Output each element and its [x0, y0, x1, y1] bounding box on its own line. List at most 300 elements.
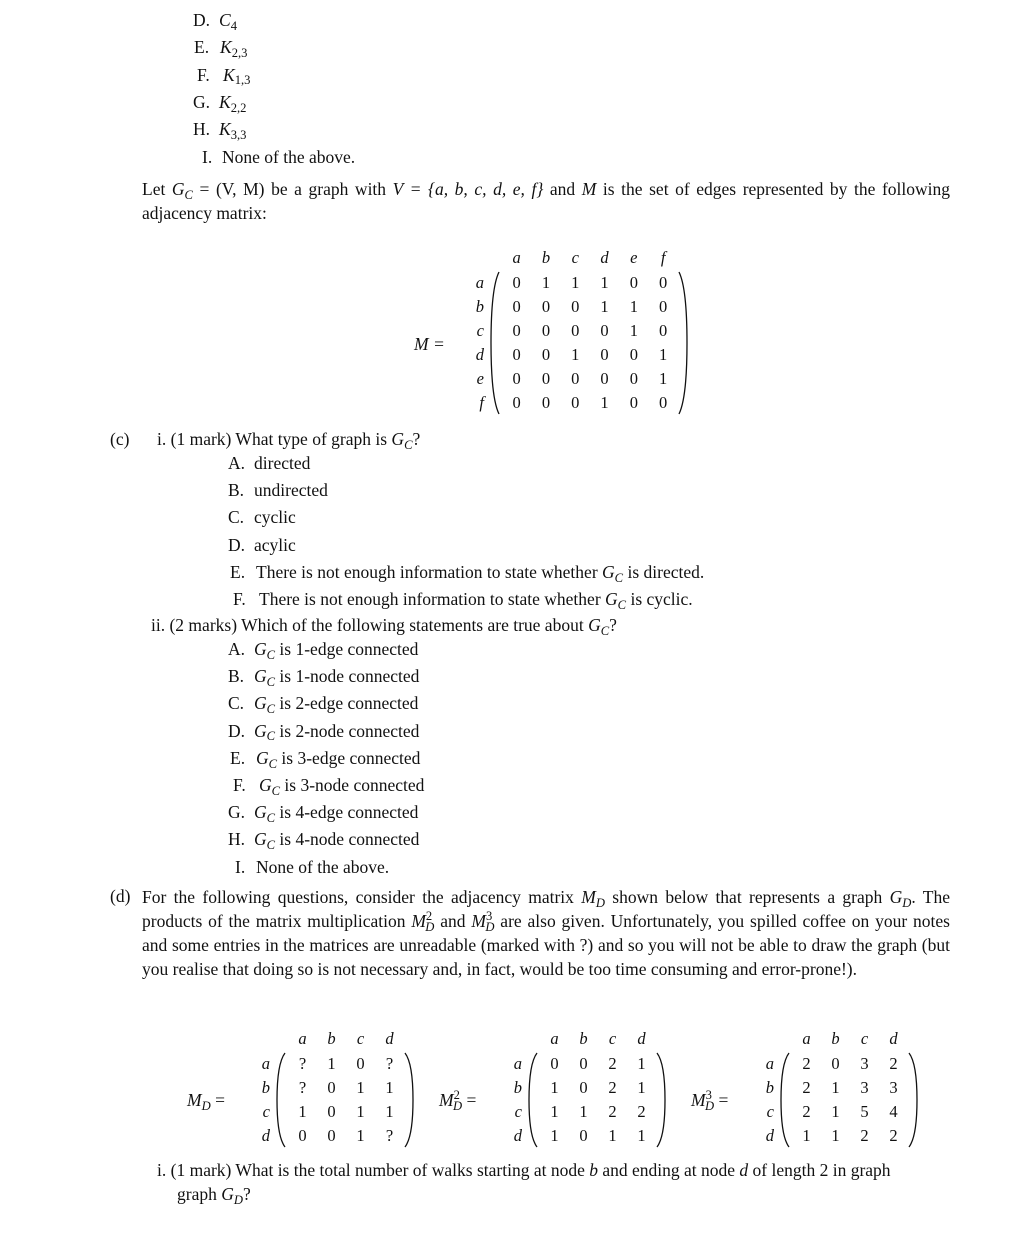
matrix-row	[500, 1124, 668, 1148]
graph-name: G	[254, 693, 267, 714]
matrix-header-row	[462, 245, 690, 271]
matrix-cell: 0	[327, 1078, 336, 1097]
matrix-cell: 2	[802, 1102, 811, 1121]
column-label: f	[660, 248, 666, 267]
paragraph-text: and	[434, 911, 472, 931]
matrix-subscript: D	[485, 919, 495, 934]
answer-option	[202, 149, 355, 167]
option-text: There is not enough information to state whether	[259, 589, 606, 609]
matrix-cell: 0	[600, 345, 609, 364]
column-label: c	[571, 248, 579, 267]
right-paren	[678, 271, 688, 415]
question-text: graph	[177, 1184, 222, 1204]
graph-subscript: C	[617, 597, 627, 612]
question-c-ii: ii. (2 marks) Which of the following statements are true about $G_C$?	[151, 615, 617, 638]
row-label: b	[513, 1078, 522, 1097]
matrix-cell: 0	[600, 321, 609, 340]
answer-option	[228, 693, 419, 717]
graph-name: G	[889, 887, 903, 907]
question-number: ii.	[151, 615, 166, 635]
left-paren	[780, 1052, 790, 1148]
matrix-row	[752, 1076, 920, 1100]
option-text: cyclic	[254, 507, 296, 528]
matrix-cell: 0	[571, 369, 580, 388]
graph-subscript: C	[404, 437, 413, 452]
matrix-superscript: 3	[485, 909, 493, 924]
matrix-superscript: 2	[453, 1088, 460, 1103]
option-letter: C.	[228, 507, 245, 528]
matrix-symbol: M	[691, 1090, 706, 1110]
matrix-cell: 1	[356, 1078, 365, 1097]
matrix-label	[187, 1090, 225, 1113]
matrix-cell: 1	[385, 1078, 394, 1097]
question-number: i.	[157, 1160, 167, 1180]
graph-subscript: 4	[230, 18, 237, 33]
graph-subscript: C	[184, 187, 193, 202]
matrix-row	[752, 1052, 920, 1076]
adjacency-matrix-m	[462, 245, 690, 415]
paren-spacer	[780, 1026, 792, 1052]
option-letter: G.	[193, 91, 211, 112]
graph-name: G	[605, 589, 618, 609]
answer-option	[194, 37, 248, 61]
row-label: a	[765, 1054, 774, 1073]
option-text: is 1-edge connected	[275, 639, 419, 659]
option-text: is 4-node connected	[275, 829, 420, 850]
left-paren-cell	[780, 1052, 792, 1148]
question-text: (1 mark) What is the total number of walks starting at node	[170, 1160, 590, 1180]
column-label: d	[889, 1029, 898, 1048]
matrix-cell: 0	[512, 273, 521, 292]
right-paren-cell	[656, 1052, 668, 1148]
matrix-cell: 0	[541, 297, 551, 316]
graph-subscript: 3,3	[230, 127, 247, 142]
matrix-cell: 1	[550, 1126, 559, 1145]
matrix-cell: 0	[327, 1126, 336, 1145]
matrix-cell: 2	[608, 1054, 617, 1073]
answer-option	[235, 859, 389, 877]
equals-sign: =	[714, 1090, 729, 1110]
matrix-cell: 0	[579, 1126, 588, 1145]
column-label: b	[327, 1029, 336, 1048]
matrix-symbol: M	[471, 911, 486, 931]
matrix-cell: ?	[385, 1054, 394, 1073]
matrix-cell: 0	[512, 369, 521, 388]
option-text: is 2-edge connected	[275, 693, 419, 714]
matrix-cell: 0	[629, 393, 638, 412]
matrix-header-row	[752, 1026, 920, 1052]
matrix-cell: 0	[659, 273, 668, 292]
matrix-cell: 1	[831, 1078, 840, 1097]
right-paren	[908, 1052, 918, 1148]
matrix-cell: 1	[608, 1126, 617, 1145]
left-paren	[490, 271, 500, 415]
right-paren	[404, 1052, 414, 1148]
answer-option	[228, 666, 420, 689]
row-label: d	[261, 1126, 270, 1145]
matrix-cell: 0	[629, 273, 638, 292]
option-letter: I.	[235, 857, 246, 877]
adjacency-matrix-3	[752, 1026, 920, 1148]
matrix-cell: 0	[356, 1054, 365, 1073]
matrix-row	[752, 1124, 920, 1148]
matrix-table	[462, 245, 690, 415]
row-label: c	[262, 1102, 270, 1121]
adjacency-matrix-1	[248, 1026, 416, 1148]
column-label: c	[860, 1029, 869, 1048]
graph-name: G	[171, 179, 185, 199]
matrix-cell: 1	[637, 1078, 646, 1097]
graph-name: G	[254, 666, 267, 687]
matrix-cell: 2	[608, 1078, 617, 1097]
matrix-symbol: M	[411, 911, 426, 931]
matrix-row	[500, 1052, 668, 1076]
matrix-superscript: 3	[705, 1088, 712, 1103]
option-letter: E.	[230, 747, 246, 768]
paren-spacer	[490, 245, 502, 271]
matrix-subscript: D	[201, 1098, 211, 1113]
right-paren	[656, 1052, 666, 1148]
option-letter: F.	[233, 775, 246, 795]
matrix-cell: 1	[550, 1078, 559, 1097]
paragraph-text: For the following questions, consider the adjacency matrix	[142, 887, 582, 907]
matrix-cell: 1	[637, 1054, 646, 1073]
matrix-cell: 1	[659, 369, 668, 388]
graph-subscript: C	[266, 674, 276, 689]
question-text: ?	[242, 1184, 251, 1204]
graph-subscript: D	[902, 895, 912, 910]
question-text: of length 2 in graph	[748, 1160, 891, 1180]
graph-subscript: C	[268, 756, 278, 771]
matrix-cell: 0	[512, 321, 521, 340]
option-text: is 1-node connected	[275, 666, 420, 687]
answer-option	[228, 482, 328, 500]
matrix-cell: 0	[659, 321, 668, 340]
graph-symbol: K	[223, 64, 235, 85]
answer-option	[228, 720, 420, 744]
matrix-cell: 1	[600, 393, 609, 412]
matrix-cell: 1	[356, 1126, 365, 1145]
matrix-cell: 1	[571, 273, 580, 292]
row-label: b	[261, 1078, 270, 1097]
matrix-subscript: D	[704, 1098, 715, 1113]
matrix-cell: 0	[659, 297, 668, 316]
matrix-subscript: D	[425, 919, 435, 934]
option-text: is 4-edge connected	[275, 802, 419, 823]
left-paren-cell	[490, 271, 502, 415]
column-label: b	[831, 1029, 840, 1048]
matrix-cell: 2	[860, 1126, 869, 1145]
left-paren-cell	[276, 1052, 288, 1148]
matrix-cell: 2	[802, 1054, 811, 1073]
part-d-label: (d)	[110, 886, 131, 906]
equals-sign: =	[210, 1090, 225, 1110]
matrix-cell: 1	[571, 345, 580, 364]
matrix-row	[462, 271, 690, 295]
option-text: None of the above.	[256, 857, 390, 877]
right-paren-cell	[678, 271, 690, 415]
graph-subscript: C	[266, 702, 276, 717]
intro-text: and	[543, 179, 582, 199]
graph-subscript: C	[600, 623, 610, 638]
matrix-row	[248, 1124, 416, 1148]
matrix-table	[500, 1026, 668, 1148]
graph-symbol: K	[219, 91, 231, 112]
part-c-label: (c)	[110, 429, 130, 449]
option-text: acylic	[254, 534, 296, 555]
matrix-cell: 1	[802, 1126, 811, 1145]
matrix-label	[691, 1088, 729, 1113]
question-number: i.	[157, 429, 167, 449]
matrix-cell: 2	[889, 1126, 898, 1145]
graph-subscript: C	[266, 810, 276, 825]
corner-cell	[248, 1026, 276, 1052]
row-label: d	[513, 1126, 522, 1145]
graph-name: G	[221, 1184, 234, 1204]
adjacency-matrix-2	[500, 1026, 668, 1148]
graph-name: G	[602, 561, 615, 582]
column-label: a	[802, 1029, 811, 1048]
row-label: c	[514, 1102, 522, 1121]
matrix-symbol: M	[439, 1090, 454, 1110]
matrix-header-row	[500, 1026, 668, 1052]
option-letter: C.	[228, 693, 245, 714]
option-letter: G.	[228, 802, 246, 823]
column-label: a	[298, 1029, 307, 1048]
option-letter: E.	[194, 37, 210, 58]
graph-symbol: K	[220, 37, 232, 58]
graph-subscript: 2,3	[231, 46, 248, 61]
matrix-row	[500, 1076, 668, 1100]
answer-option	[233, 775, 425, 798]
matrix-cell: 4	[889, 1102, 898, 1121]
graph-name: G	[254, 802, 267, 823]
part-d-paragraph	[142, 885, 950, 981]
row-label: a	[261, 1054, 270, 1073]
matrix-table	[752, 1026, 920, 1148]
option-letter: H.	[228, 829, 246, 850]
matrix-cell: 0	[571, 297, 580, 316]
graph-symbol: K	[219, 119, 231, 140]
option-text: is directed.	[623, 561, 705, 582]
matrix-cell: 1	[659, 345, 668, 364]
matrix-cell: 0	[579, 1078, 588, 1097]
answer-option	[228, 639, 419, 662]
matrix-cell: 0	[659, 393, 668, 412]
graph-subscript: C	[266, 729, 276, 744]
answer-option	[233, 589, 693, 612]
matrix-cell: 0	[298, 1126, 307, 1145]
question-d-i	[157, 1158, 950, 1206]
matrix-cell: 3	[860, 1054, 869, 1073]
answer-option	[193, 10, 237, 33]
matrix-cell: 1	[629, 321, 638, 340]
answer-option	[193, 91, 247, 115]
matrix-label-text: M =	[414, 334, 445, 354]
right-paren-cell	[908, 1052, 920, 1148]
graph-subscript: C	[266, 838, 276, 853]
matrix-cell: 0	[600, 369, 609, 388]
paren-spacer	[528, 1026, 540, 1052]
matrix-symbol: M	[581, 887, 596, 907]
matrix-cell: 0	[541, 393, 551, 412]
option-letter: F.	[233, 589, 246, 609]
matrix-cell: 1	[600, 273, 609, 292]
option-text: is 2-node connected	[275, 720, 420, 741]
matrix-cell: 1	[327, 1054, 336, 1073]
graph-name: G	[256, 747, 269, 768]
vertex-set: = {a, b, c, d, e, f}	[403, 179, 544, 199]
matrix-cell: 3	[889, 1078, 898, 1097]
graph-symbol: C	[219, 10, 231, 30]
matrix-subscript: D	[595, 895, 605, 910]
option-letter: B.	[228, 666, 245, 687]
corner-cell	[500, 1026, 528, 1052]
option-letter: D.	[228, 534, 246, 555]
matrix-cell: 2	[802, 1078, 811, 1097]
vertex-set-symbol: V	[392, 179, 403, 199]
matrix-cell: 0	[541, 345, 551, 364]
matrix-cell: 2	[608, 1102, 617, 1121]
node-name: b	[589, 1160, 598, 1180]
paragraph-text: . The products of the matrix multiplication	[142, 887, 950, 931]
corner-cell	[462, 245, 490, 271]
graph-subscript: D	[233, 1192, 243, 1207]
option-text: undirected	[254, 480, 328, 501]
matrix-cell: 0	[571, 393, 580, 412]
question-c-i: i. (1 mark) What type of graph is $G_C$?	[157, 429, 421, 452]
column-label: c	[356, 1029, 365, 1048]
question-text: (2 marks) Which of the following statements are true about	[169, 615, 589, 635]
matrix-subscript: D	[452, 1098, 463, 1113]
option-text: There is not enough information to state whether	[256, 561, 603, 582]
answer-option	[193, 119, 247, 142]
answer-option	[228, 802, 419, 825]
matrix-cell: 0	[512, 297, 521, 316]
right-paren-cell	[404, 1052, 416, 1148]
row-label: d	[765, 1126, 774, 1145]
graph-subscript: C	[271, 783, 281, 798]
question-text: and ending at node	[597, 1160, 740, 1180]
intro-text: = (V, M) be a graph with	[192, 179, 393, 199]
matrix-cell: 1	[385, 1102, 394, 1121]
option-letter: F.	[197, 64, 210, 85]
matrix-cell: 0	[629, 345, 638, 364]
matrix-cell: ?	[385, 1126, 394, 1145]
answer-option	[228, 829, 420, 853]
graph-subscript: 2,2	[230, 100, 247, 115]
matrix-cell: 1	[541, 273, 551, 292]
column-label: e	[630, 248, 638, 267]
graph-name: G	[254, 639, 267, 659]
matrix-cell: 0	[512, 345, 521, 364]
option-letter: A.	[228, 639, 246, 659]
option-text: is 3-node connected	[280, 775, 425, 795]
option-letter: D.	[193, 10, 211, 30]
row-label: b	[475, 297, 484, 316]
graph-name: G	[254, 720, 267, 741]
column-label: a	[550, 1029, 559, 1048]
option-letter: I.	[202, 147, 213, 167]
matrix-header-row	[248, 1026, 416, 1052]
paragraph-text: are also given. Unfortunately, you spilled coffee on your notes and some entries in the matrices are unreadable (marked with ?) and so you will not be able to draw the graph (but you realise that doing so is not necessary and, in fact, would be too time consuming and error-prone!).	[142, 911, 950, 979]
column-label: b	[541, 248, 551, 267]
row-label: f	[479, 393, 484, 412]
paren-spacer	[276, 1026, 288, 1052]
matrix-cell: 1	[831, 1126, 840, 1145]
answer-option	[228, 455, 310, 473]
matrix-cell: 0	[579, 1054, 588, 1073]
matrix-cell: 1	[831, 1102, 840, 1121]
row-label: a	[513, 1054, 522, 1073]
graph-definition-paragraph	[142, 177, 950, 225]
matrix-cell: 0	[327, 1102, 336, 1121]
matrix-cell: 1	[298, 1102, 307, 1121]
graph-name: G	[259, 775, 272, 795]
column-label: d	[600, 248, 609, 267]
left-paren	[528, 1052, 538, 1148]
intro-text: Let	[142, 179, 172, 199]
paren-spacer	[656, 1026, 668, 1052]
matrix-cell: 2	[637, 1102, 646, 1121]
matrix-cell: ?	[298, 1054, 307, 1073]
matrix-cell: 1	[637, 1126, 646, 1145]
matrix-cell: 5	[860, 1102, 869, 1121]
option-letter: E.	[230, 561, 246, 582]
matrix-cell: 0	[831, 1054, 840, 1073]
matrix-table	[248, 1026, 416, 1148]
matrix-row	[752, 1100, 920, 1124]
matrix-cell: 0	[550, 1054, 559, 1073]
matrix-cell: 0	[541, 321, 551, 340]
answer-option	[230, 561, 705, 585]
matrix-cell: 1	[550, 1102, 559, 1121]
column-label: d	[637, 1029, 646, 1048]
column-label: b	[579, 1029, 588, 1048]
option-letter: B.	[228, 480, 245, 501]
matrix-cell: 0	[629, 369, 638, 388]
node-name: d	[739, 1160, 749, 1180]
matrix-cell: 0	[571, 321, 580, 340]
option-text: is 3-edge connected	[277, 747, 421, 768]
left-paren	[276, 1052, 286, 1148]
matrix-label	[439, 1088, 477, 1113]
matrix-cell: 1	[629, 297, 638, 316]
column-label: d	[385, 1029, 394, 1048]
paragraph-text: shown below that represents a graph	[604, 887, 890, 907]
graph-subscript: C	[266, 647, 276, 662]
equals-sign: =	[462, 1090, 477, 1110]
column-label: a	[512, 248, 521, 267]
row-label: d	[475, 345, 484, 364]
paren-spacer	[678, 245, 690, 271]
answer-option	[228, 534, 296, 555]
row-label: c	[766, 1102, 774, 1121]
edge-set-symbol: M	[581, 179, 597, 199]
row-label: a	[475, 273, 484, 292]
graph-subscript: C	[614, 570, 624, 585]
option-text: None of the above.	[222, 147, 356, 167]
graph-name: G	[588, 615, 601, 635]
matrix-cell: 3	[860, 1078, 869, 1097]
matrix-row	[248, 1052, 416, 1076]
question-text: (1 mark) What type of graph is	[170, 429, 392, 449]
matrix-cell: 0	[512, 393, 521, 412]
answer-option	[228, 509, 296, 527]
matrix-cell: 1	[356, 1102, 365, 1121]
matrix-cell: 1	[579, 1102, 588, 1121]
answer-option	[197, 64, 251, 88]
